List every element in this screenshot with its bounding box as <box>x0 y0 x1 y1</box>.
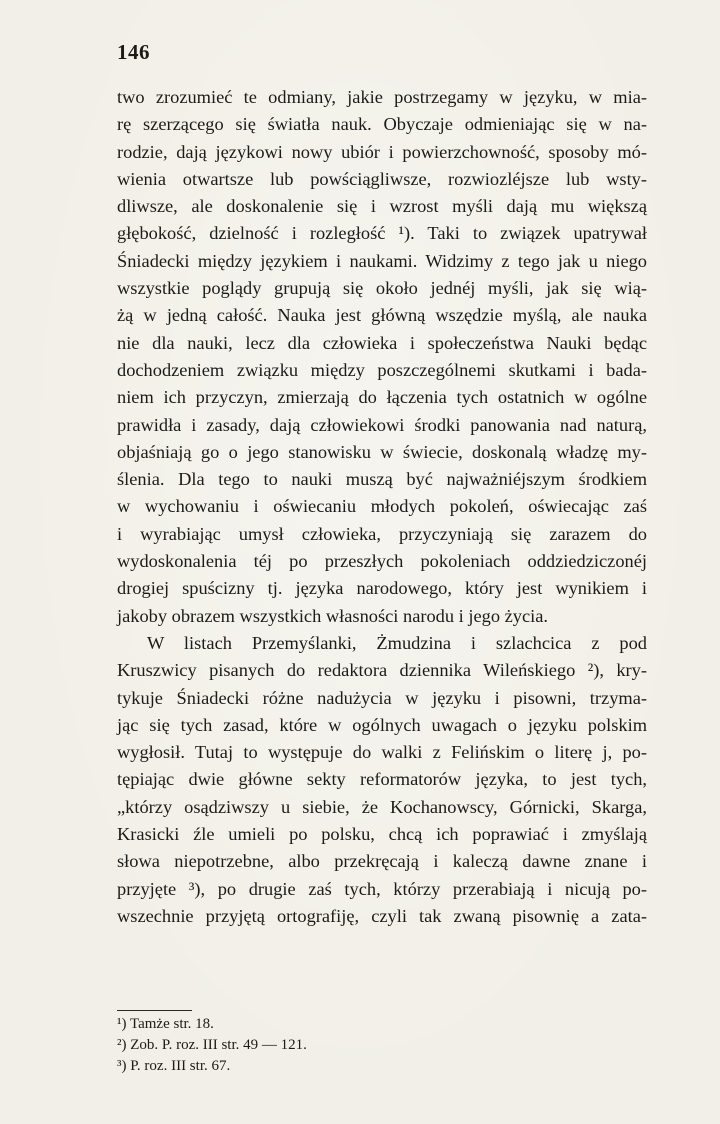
text-line: wienia otwartsze lub powściągliwsze, rozwiozléjsze lub wsty- <box>117 168 647 189</box>
text-line: Kruszwicy pisanych do redaktora dziennika Wileńskiego ²), kry- <box>117 660 647 681</box>
text-line: ślenia. Dla tego to nauki muszą być najważniéjszym środkiem <box>117 469 647 490</box>
text-line: wygłosił. Tutaj to występuje do walki z Felińskim o literę j, po- <box>117 742 647 763</box>
text-line: jakoby obrazem wszystkich własności narodu i jego życia. <box>117 605 549 626</box>
footnote-divider <box>117 1010 192 1011</box>
paragraph-2 <box>117 630 647 930</box>
text-line: żą w jedną całość. Nauka jest główną wszędzie myślą, ale nauka <box>117 305 647 326</box>
text-line: Krasicki źle umieli po polsku, chcą ich poprawiać i zmyślają <box>117 824 647 845</box>
footnote-1: ¹) Tamże str. 18. <box>117 1016 214 1032</box>
text-line: dochodzeniem związku między poszczególnemi skutkami i bada- <box>117 359 647 380</box>
text-line: prawidła i zasady, dają człowiekowi środki panowania nad naturą, <box>117 414 647 435</box>
text-line: nie dla nauki, lecz dla człowieka i społeczeństwa Nauki będąc <box>117 332 647 353</box>
text-line: jąc się tych zasad, które w ogólnych uwagach o języku polskim <box>117 714 647 735</box>
text-line: objaśniają go o jego stanowisku w świecie, doskonalą władzę my- <box>117 441 647 462</box>
text-line: two zrozumieć te odmiany, jakie postrzegamy w języku, w mia- <box>117 87 647 107</box>
text-line: „którzy osądziwszy u siebie, że Kochanowscy, Górnicki, Skarga, <box>117 796 647 817</box>
text-line: słowa niepotrzebne, albo przekręcają i kaleczą dawne znane i <box>117 851 647 872</box>
text-line: Śniadecki między językiem i naukami. Widzimy z tego jak u niego <box>117 250 647 271</box>
body-text <box>117 84 647 930</box>
text-line: głębokość, dzielność i rozległość ¹). Taki to związek upatrywał <box>117 223 647 244</box>
text-line: drogiej spuścizny tj. języka narodowego, który jest wynikiem i <box>117 578 647 599</box>
text-line: wszystkie poglądy grupują się około jednéj myśli, jak się wią- <box>117 278 647 299</box>
text-line: tykuje Śniadecki różne nadużycia w języku i pisowni, trzyma- <box>117 687 647 708</box>
footnote-3: ³) P. roz. III str. 67. <box>117 1058 231 1074</box>
text-line: w wychowaniu i oświecaniu młodych pokoleń, oświecając zaś <box>117 496 647 517</box>
text-line: dliwsze, ale doskonalenie się i wzrost myśli dają mu większą <box>117 196 647 217</box>
text-line: W listach Przemyślanki, Żmudzina i szlachcica z pod <box>147 632 647 653</box>
footnotes <box>117 1014 517 1077</box>
text-line: wydoskonalenia téj po przeszłych pokoleniach oddziedziczonéj <box>117 551 647 572</box>
text-line: niem ich przyczyn, zmierzają do łączenia tych ostatnich w ogólne <box>117 387 647 408</box>
page-number: 146 <box>117 40 150 64</box>
paragraph-1 <box>117 84 647 630</box>
text-line: przyjęte ³), po drugie zaś tych, którzy przerabiają i nicują po- <box>117 878 647 899</box>
text-line: tępiając dwie główne sekty reformatorów języka, to jest tych, <box>117 769 647 790</box>
text-line: rę szerzącego się światła nauk. Obyczaje odmieniając się w na- <box>117 114 647 135</box>
text-line: wszechnie przyjętą ortografiję, czyli tak zwaną pisownię a zata- <box>117 905 647 926</box>
text-line: i wyrabiając umysł człowieka, przyczyniają się zarazem do <box>117 523 647 544</box>
text-line: rodzie, dają językowi nowy ubiór i powierzchowność, sposoby mó- <box>117 141 647 162</box>
footnote-2: ²) Zob. P. roz. III str. 49 — 121. <box>117 1037 307 1053</box>
